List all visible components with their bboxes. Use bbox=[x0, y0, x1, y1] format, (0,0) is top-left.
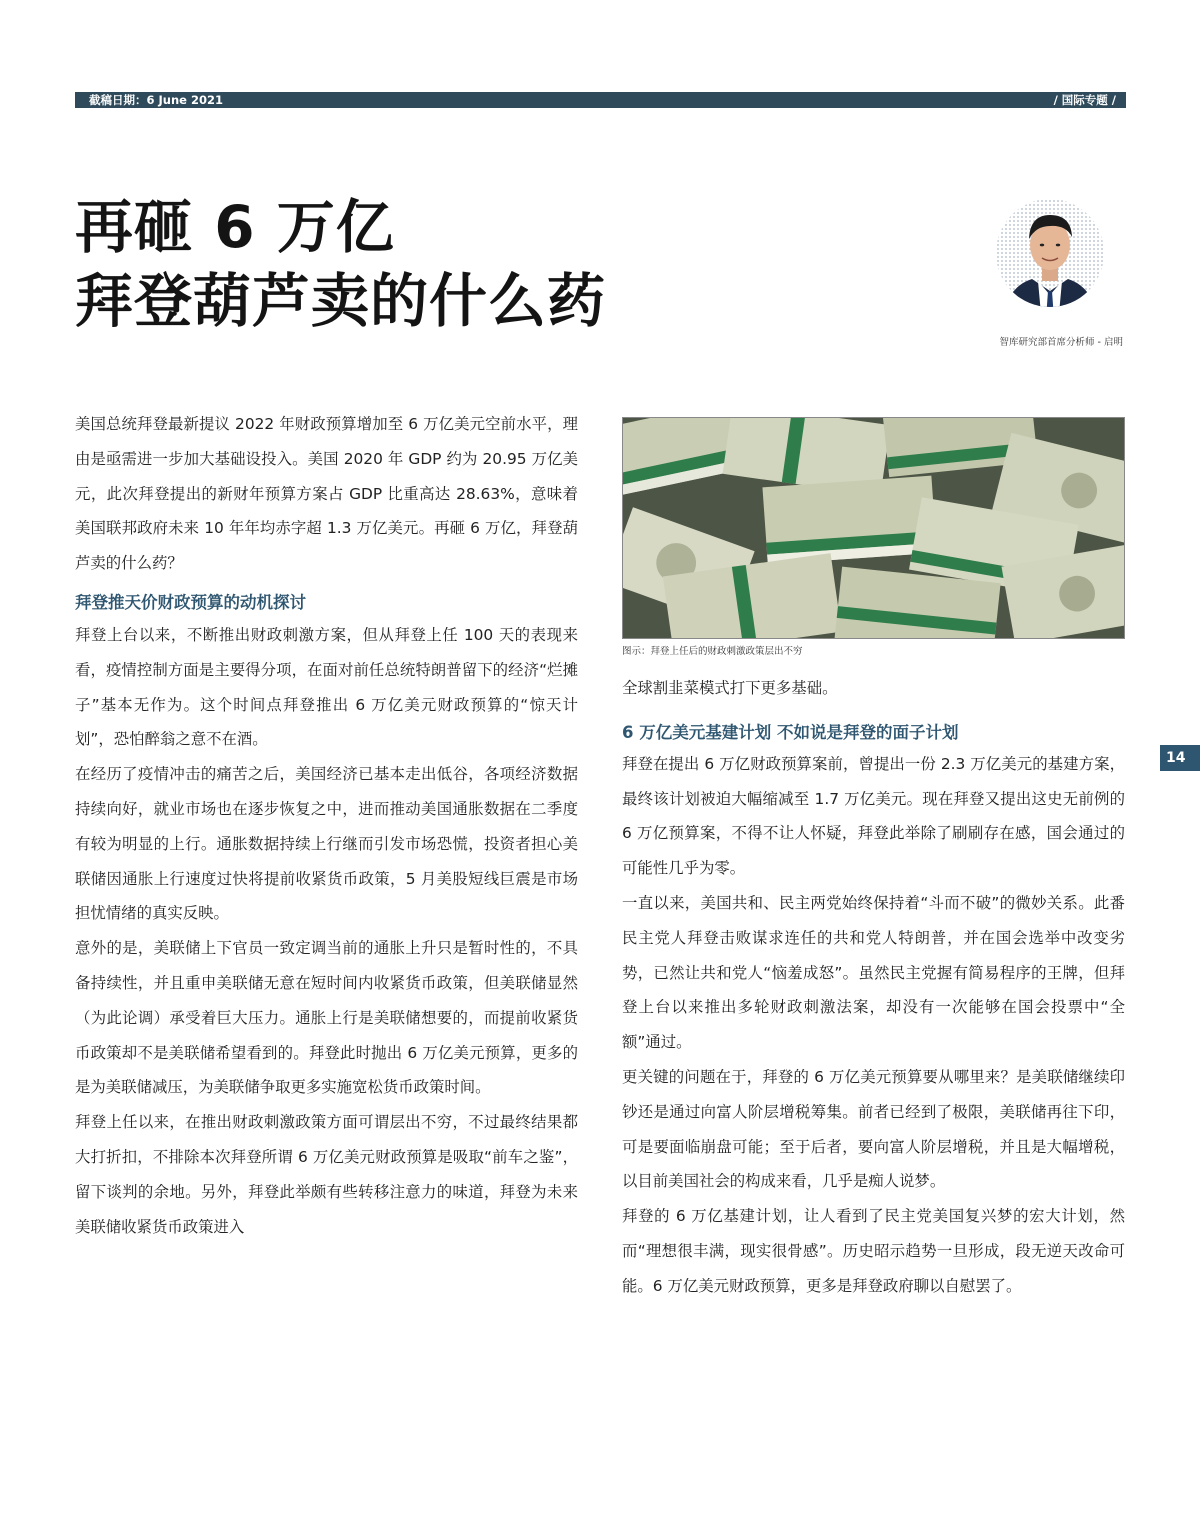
title-line-1: 再砸 6 万亿 bbox=[75, 193, 395, 261]
right-column bbox=[622, 671, 1125, 1304]
section-heading-1: 拜登推天价财政预算的动机探讨 bbox=[75, 592, 306, 612]
paragraph: 拜登在提出 6 万亿财政预算案前，曾提出一份 2.3 万亿美元的基建方案，最终该计划被迫大幅缩减至 1.7 万亿美元。现在拜登又提出这史无前例的 6 万亿预算案，不得不让人怀疑，拜登此举除了刷刷存在感，国会通过的可能性几乎为零。 bbox=[622, 754, 1125, 878]
paragraph: 更关键的问题在于，拜登的 6 万亿美元预算要从哪里来？是美联储继续印钞还是通过向富人阶层增税筹集。前者已经到了极限，美联储再往下印，可是要面临崩盘可能；至于后者，要向富人阶层增税，并且是大幅增税，以目前美国社会的构成来看，几乎是痴人说梦。 bbox=[622, 1067, 1125, 1191]
author-caption: 智库研究部首席分析师 - 启明 bbox=[999, 337, 1123, 348]
article-title bbox=[75, 190, 606, 338]
section-heading-2: 6 万亿美元基建计划 不如说是拜登的面子计划 bbox=[622, 722, 959, 742]
paragraph: 拜登上任以来，在推出财政刺激政策方面可谓层出不穷，不过最终结果都大打折扣，不排除本次拜登所谓 6 万亿美元财政预算是吸取“前车之鉴”，留下谈判的余地。另外，拜登此举颇有些转移注意力的味道，拜登为未来美联储收紧货币政策进入 bbox=[75, 1113, 578, 1236]
intro-paragraph: 美国总统拜登最新提议 2022 年财政预算增加至 6 万亿美元空前水平，理由是亟需进一步加大基础设投入。美国 2020 年 GDP 约为 20.95 万亿美元，此次拜登提出的新财年预算方案占 GDP 比重高达 28.63%，意味着美国联邦政府未来 10 年年均赤字超 1.3 万亿美元。再砸 6 万亿，拜登葫芦卖的什么药？ bbox=[75, 415, 578, 573]
title-line-2: 拜登葫芦卖的什么药 bbox=[75, 267, 607, 335]
paragraph: 一直以来，美国共和、民主两党始终保持着“斗而不破”的微妙关系。此番民主党人拜登击败谋求连任的共和党人特朗普，并在国会选举中改变劣势，已然让共和党人“恼羞成怒”。虽然民主党握有简易程序的王牌，但拜登上台以来推出多轮财政刺激法案，却没有一次能够在国会投票中“全额”通过。 bbox=[622, 893, 1125, 1052]
paragraph: 拜登上台以来，不断推出财政刺激方案，但从拜登上任 100 天的表现来看，疫情控制方面是主要得分项，在面对前任总统特朗普留下的经济“烂摊子”基本无作为。这个时间点拜登推出 6 万亿美元财政预算的“惊天计划”，恐怕醉翁之意不在酒。 bbox=[75, 625, 578, 749]
paragraph: 拜登的 6 万亿基建计划，让人看到了民主党美国复兴梦的宏大计划，然而“理想很丰满，现实很骨感”。历史昭示趋势一旦形成，段无逆天改命可能。6 万亿美元财政预算，更多是拜登政府聊以自慰罢了。 bbox=[622, 1207, 1125, 1295]
money-photo bbox=[622, 417, 1125, 639]
header-bar bbox=[75, 92, 1126, 108]
author-photo bbox=[992, 195, 1108, 325]
submission-date: 截稿日期：6 June 2021 bbox=[89, 93, 223, 107]
page-number: 14 bbox=[1160, 745, 1200, 771]
paragraph: 意外的是，美联储上下官员一致定调当前的通胀上升只是暂时性的，不具备持续性，并且重申美联储无意在短时间内收紧货币政策，但美联储显然（为此论调）承受着巨大压力。通胀上行是美联储想要的，而提前收紧货币政策却不是美联储希望看到的。拜登此时抛出 6 万亿美元预算，更多的是为美联储减压，为美联储争取更多实施宽松货币政策时间。 bbox=[75, 939, 578, 1097]
paragraph: 在经历了疫情冲击的痛苦之后，美国经济已基本走出低谷，各项经济数据持续向好，就业市场也在逐步恢复之中，进而推动美国通胀数据在二季度有较为明显的上行。通胀数据持续上行继而引发市场恐慌，投资者担心美联储因通胀上行速度过快将提前收紧货币政策，5 月美股短线巨震是市场担忧情绪的真实反映。 bbox=[75, 765, 578, 923]
section-label: / 国际专题 / bbox=[1053, 93, 1116, 107]
photo-caption: 图示：拜登上任后的财政刺激政策层出不穷 bbox=[622, 646, 803, 657]
left-column bbox=[75, 407, 578, 1244]
paragraph-continuation: 全球割韭菜模式打下更多基础。 bbox=[622, 679, 838, 697]
